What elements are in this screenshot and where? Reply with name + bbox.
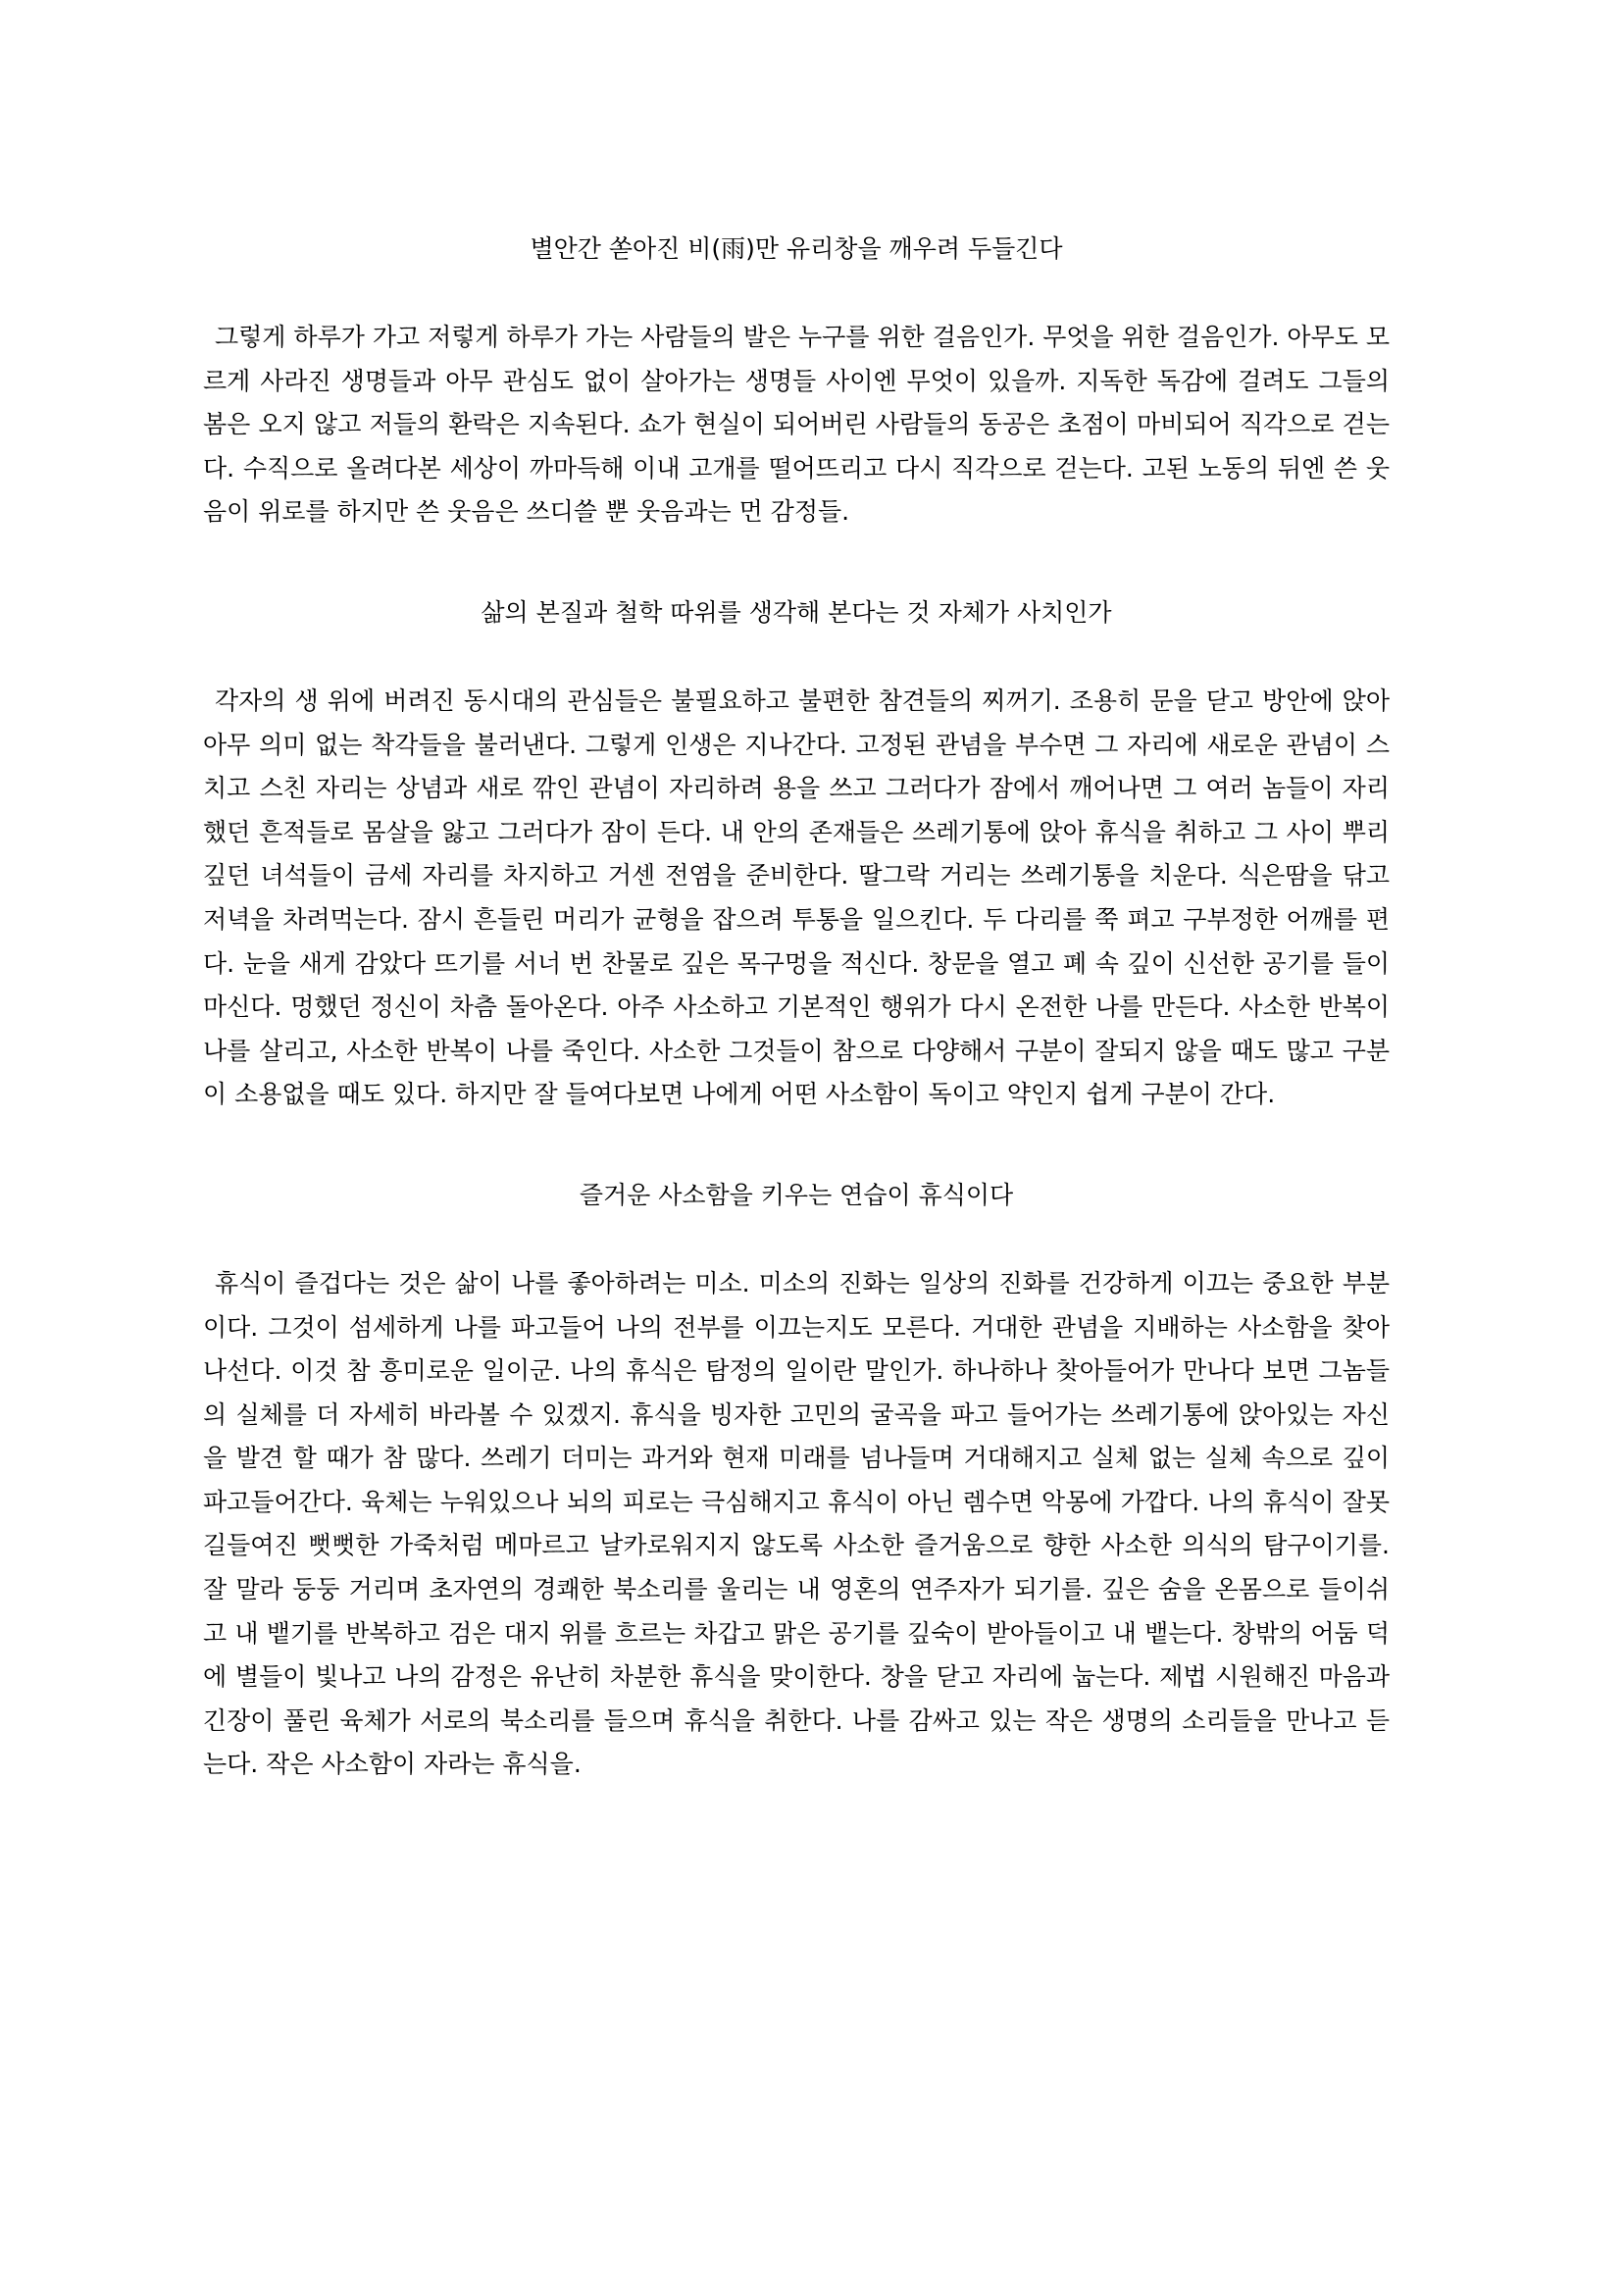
document-body <box>203 228 1390 1787</box>
section-heading: 즐거운 사소함을 키우는 연습이 휴식이다 <box>579 1180 1014 1209</box>
section-paragraph: 그렇게 하루가 가고 저렇게 하루가 가는 사람들의 발은 누구를 위한 걸음인가. 무엇을 위한 걸음인가. 아무도 모르게 사라진 생명들과 아무 관심도 없이 살아가는 생명들 사이엔 무엇이 있을까. 지독한 독감에 걸려도 그들의 봄은 오지 않고 저들의 환락은 지속된다. 쇼가 현실이 되어버린 사람들의 동공은 초점이 마비되어 직각으로 걷는다. 수직으로 올려다본 세상이 까마득해 이내 고개를 떨어뜨리고 다시 직각으로 걷는다. 고된 노동의 뒤엔 쓴 웃음이 위로를 하지만 쓴 웃음은 쓰디쓸 뿐 웃음과는 먼 감정들. <box>203 323 1390 527</box>
section-heading: 삶의 본질과 철학 따위를 생각해 본다는 것 자체가 사치인가 <box>481 597 1112 627</box>
section-paragraph: 각자의 생 위에 버려진 동시대의 관심들은 불필요하고 불편한 참견들의 찌꺼기. 조용히 문을 닫고 방안에 앉아 아무 의미 없는 착각들을 불러낸다. 그렇게 인생은 지나간다. 고정된 관념을 부수면 그 자리에 새로운 관념이 스치고 스친 자리는 상념과 새로 깎인 관념이 자리하려 용을 쓰고 그러다가 잠에서 깨어나면 그 여러 놈들이 자리했던 흔적들로 몸살을 앓고 그러다가 잠이 든다. 내 안의 존재들은 쓰레기통에 앉아 휴식을 취하고 그 사이 뿌리 깊던 녀석들이 금세 자리를 차지하고 거센 전염을 준비한다. 딸그락 거리는 쓰레기통을 치운다. 식은땀을 닦고 저녁을 차려먹는다. 잠시 흔들린 머리가 균형을 잡으려 투통을 일으킨다. 두 다리를 쭉 펴고 구부정한 어깨를 편다. 눈을 새게 감았다 뜨기를 서너 번 찬물로 깊은 목구멍을 적신다. 창문을 열고 폐 속 깊이 신선한 공기를 들이 마신다. 멍했던 정신이 차츰 돌아온다. 아주 사소하고 기본적인 행위가 다시 온전한 나를 만든다. 사소한 반복이 나를 살리고, 사소한 반복이 나를 죽인다. 사소한 그것들이 참으로 다양해서 구분이 잘되지 않을 때도 많고 구분이 소용없을 때도 있다. 하지만 잘 들여다보면 나에게 어떤 사소함이 독이고 약인지 쉽게 구분이 간다. <box>203 686 1390 1109</box>
section-heading: 별안간 쏟아진 비(雨)만 유리창을 깨우려 두들긴다 <box>530 234 1063 263</box>
section-paragraph: 휴식이 즐겁다는 것은 삶이 나를 좋아하려는 미소. 미소의 진화는 일상의 진화를 건강하게 이끄는 중요한 부분이다. 그것이 섬세하게 나를 파고들어 나의 전부를 이끄는지도 모른다. 거대한 관념을 지배하는 사소함을 찾아 나선다. 이것 참 흥미로운 일이군. 나의 휴식은 탐정의 일이란 말인가. 하나하나 찾아들어가 만나다 보면 그놈들의 실체를 더 자세히 바라볼 수 있겠지. 휴식을 빙자한 고민의 굴곡을 파고 들어가는 쓰레기통에 앉아있는 자신을 발견 할 때가 참 많다. 쓰레기 더미는 과거와 현재 미래를 넘나들며 거대해지고 실체 없는 실체 속으로 깊이 파고들어간다. 육체는 누워있으나 뇌의 피로는 극심해지고 휴식이 아닌 렘수면 악몽에 가깝다. 나의 휴식이 잘못 길들여진 뻣뻣한 가죽처럼 메마르고 날카로워지지 않도록 사소한 즐거움으로 향한 사소한 의식의 탐구이기를. 잘 말라 둥둥 거리며 초자연의 경쾌한 북소리를 울리는 내 영혼의 연주자가 되기를. 깊은 숨을 온몸으로 들이쉬고 내 뱉기를 반복하고 검은 대지 위를 흐르는 차갑고 맑은 공기를 깊숙이 받아들이고 내 뱉는다. 창밖의 어둠 덕에 별들이 빛나고 나의 감정은 유난히 차분한 휴식을 맞이한다. 창을 닫고 자리에 눕는다. 제법 시원해진 마음과 긴장이 풀린 육체가 서로의 북소리를 들으며 휴식을 취한다. 나를 감싸고 있는 작은 생명의 소리들을 만나고 듣는다. 작은 사소함이 자라는 휴식을. <box>203 1268 1390 1779</box>
